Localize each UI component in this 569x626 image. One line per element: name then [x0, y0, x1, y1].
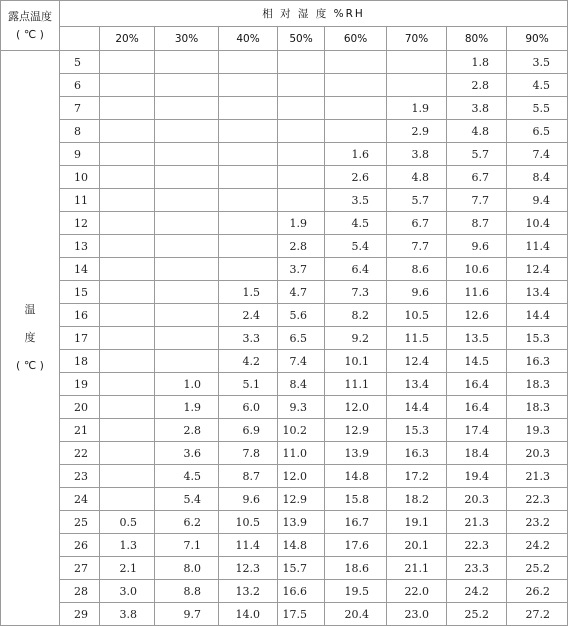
- table-row: [1, 304, 568, 327]
- dew-point-value: [155, 166, 219, 189]
- dew-point-value: [219, 189, 278, 212]
- dew-point-value: 3.5: [325, 189, 387, 212]
- dew-point-value: 2.1: [100, 557, 155, 580]
- dew-point-value: 11.4: [507, 235, 568, 258]
- dew-point-value: 14.0: [219, 603, 278, 626]
- dew-point-value: [100, 97, 155, 120]
- dew-point-value: 14.8: [325, 465, 387, 488]
- dew-point-value: 2.4: [219, 304, 278, 327]
- dew-point-value: 13.2: [219, 580, 278, 603]
- dew-point-value: [155, 258, 219, 281]
- dew-point-value: 17.2: [387, 465, 447, 488]
- temperature-cell: 22: [60, 442, 100, 465]
- dew-point-value: 6.2: [155, 511, 219, 534]
- dew-point-value: 11.6: [447, 281, 507, 304]
- dew-point-value: [155, 212, 219, 235]
- dew-point-value: [219, 74, 278, 97]
- blank-header-cell: [60, 27, 100, 51]
- dew-point-value: [219, 143, 278, 166]
- dew-point-value: [100, 189, 155, 212]
- corner-unit: ( ℃ ): [16, 27, 44, 41]
- temperature-cell: 9: [60, 143, 100, 166]
- dew-point-value: 7.8: [219, 442, 278, 465]
- dew-point-value: 0.5: [100, 511, 155, 534]
- corner-label: 露点温度: [8, 9, 52, 23]
- side-label-text: 度: [24, 331, 36, 344]
- dew-point-value: 20.1: [387, 534, 447, 557]
- table-row: [1, 74, 568, 97]
- dew-point-value: 25.2: [447, 603, 507, 626]
- dew-point-value: 10.5: [219, 511, 278, 534]
- dew-point-value: [278, 143, 325, 166]
- temperature-cell: 20: [60, 396, 100, 419]
- column-header: 90%: [507, 27, 568, 51]
- dew-point-value: 10.2: [278, 419, 325, 442]
- dew-point-value: 22.3: [507, 488, 568, 511]
- dew-point-value: 11.0: [278, 442, 325, 465]
- dew-point-value: [278, 74, 325, 97]
- table-row: [1, 373, 568, 396]
- dew-point-value: 1.5: [219, 281, 278, 304]
- dew-point-value: 3.6: [155, 442, 219, 465]
- dew-point-value: 4.2: [219, 350, 278, 373]
- dew-point-value: 10.6: [447, 258, 507, 281]
- dew-point-value: 5.7: [447, 143, 507, 166]
- dew-point-value: 7.4: [278, 350, 325, 373]
- dew-point-value: 8.4: [507, 166, 568, 189]
- dew-point-value: [100, 258, 155, 281]
- dew-point-value: 3.3: [219, 327, 278, 350]
- temperature-cell: 11: [60, 189, 100, 212]
- dew-point-value: 9.6: [447, 235, 507, 258]
- dew-point-value: 15.3: [507, 327, 568, 350]
- column-header: 50%: [278, 27, 325, 51]
- temperature-cell: 8: [60, 120, 100, 143]
- dew-point-value: 9.3: [278, 396, 325, 419]
- dew-point-value: [219, 258, 278, 281]
- table-row: [1, 166, 568, 189]
- dew-point-value: [325, 120, 387, 143]
- temperature-cell: 15: [60, 281, 100, 304]
- dew-point-value: 23.0: [387, 603, 447, 626]
- temperature-cell: 18: [60, 350, 100, 373]
- table-row: [1, 580, 568, 603]
- dew-point-value: 5.7: [387, 189, 447, 212]
- dew-point-value: 19.1: [387, 511, 447, 534]
- dew-point-value: 7.1: [155, 534, 219, 557]
- dew-point-value: 25.2: [507, 557, 568, 580]
- dew-point-value: [219, 235, 278, 258]
- dew-point-value: 16.4: [447, 396, 507, 419]
- dew-point-value: 20.4: [325, 603, 387, 626]
- dew-point-value: 15.7: [278, 557, 325, 580]
- dew-point-value: 19.3: [507, 419, 568, 442]
- dew-point-value: [100, 442, 155, 465]
- table-row: [1, 419, 568, 442]
- table-row: [1, 350, 568, 373]
- dew-point-value: [155, 327, 219, 350]
- table-row: [1, 327, 568, 350]
- dew-point-value: 12.4: [507, 258, 568, 281]
- temperature-cell: 12: [60, 212, 100, 235]
- dew-point-value: [219, 51, 278, 74]
- dew-point-value: 8.7: [447, 212, 507, 235]
- dew-point-value: [155, 51, 219, 74]
- dew-point-value: [100, 166, 155, 189]
- table-row: [1, 212, 568, 235]
- dew-point-value: [100, 465, 155, 488]
- table-row: [1, 120, 568, 143]
- dew-point-value: 2.8: [447, 74, 507, 97]
- dew-point-value: 23.2: [507, 511, 568, 534]
- temperature-cell: 10: [60, 166, 100, 189]
- temperature-cell: 6: [60, 74, 100, 97]
- column-header: 70%: [387, 27, 447, 51]
- dew-point-value: 5.5: [507, 97, 568, 120]
- dew-point-value: [100, 281, 155, 304]
- dew-point-value: [325, 51, 387, 74]
- dew-point-value: 5.4: [325, 235, 387, 258]
- relative-humidity-header: 相 对 湿 度 %RH: [60, 1, 568, 27]
- temperature-cell: 17: [60, 327, 100, 350]
- dew-point-value: 8.6: [387, 258, 447, 281]
- dew-point-value: [219, 166, 278, 189]
- dew-point-value: 7.7: [447, 189, 507, 212]
- column-header: 80%: [447, 27, 507, 51]
- dew-point-value: [100, 143, 155, 166]
- temperature-cell: 27: [60, 557, 100, 580]
- column-header: 20%: [100, 27, 155, 51]
- dew-point-value: 22.0: [387, 580, 447, 603]
- dew-point-value: [278, 166, 325, 189]
- table-row: [1, 281, 568, 304]
- dew-point-value: 18.6: [325, 557, 387, 580]
- dew-point-value: 13.4: [507, 281, 568, 304]
- temperature-cell: 28: [60, 580, 100, 603]
- dew-point-value: [100, 120, 155, 143]
- column-header: 30%: [155, 27, 219, 51]
- dew-point-value: 2.6: [325, 166, 387, 189]
- dew-point-value: [100, 350, 155, 373]
- dew-point-value: 13.4: [387, 373, 447, 396]
- table-row: [1, 534, 568, 557]
- dew-point-value: 12.0: [325, 396, 387, 419]
- dew-point-value: 9.2: [325, 327, 387, 350]
- dew-point-value: 3.8: [387, 143, 447, 166]
- dew-point-value: 1.3: [100, 534, 155, 557]
- dew-point-value: [100, 235, 155, 258]
- dew-point-value: [278, 51, 325, 74]
- dew-point-value: 17.4: [447, 419, 507, 442]
- dew-point-value: 13.9: [278, 511, 325, 534]
- dew-point-value: 10.4: [507, 212, 568, 235]
- dew-point-value: 21.3: [507, 465, 568, 488]
- temperature-cell: 7: [60, 97, 100, 120]
- dew-point-value: 9.4: [507, 189, 568, 212]
- dew-point-value: [387, 74, 447, 97]
- table-body: [1, 51, 568, 626]
- dew-point-value: [100, 212, 155, 235]
- temperature-cell: 26: [60, 534, 100, 557]
- dew-point-value: 4.5: [325, 212, 387, 235]
- dew-point-value: 1.9: [278, 212, 325, 235]
- dew-point-value: 21.3: [447, 511, 507, 534]
- dew-point-value: 12.9: [325, 419, 387, 442]
- dew-point-value: 27.2: [507, 603, 568, 626]
- temperature-cell: 25: [60, 511, 100, 534]
- dew-point-value: 20.3: [447, 488, 507, 511]
- dew-point-value: 1.9: [387, 97, 447, 120]
- temperature-cell: 24: [60, 488, 100, 511]
- dew-point-value: [387, 51, 447, 74]
- dew-point-value: 13.9: [325, 442, 387, 465]
- temperature-cell: 5: [60, 51, 100, 74]
- column-header: 40%: [219, 27, 278, 51]
- dew-point-value: 7.3: [325, 281, 387, 304]
- dew-point-value: 22.3: [447, 534, 507, 557]
- dew-point-value: 5.6: [278, 304, 325, 327]
- dew-point-value: [155, 143, 219, 166]
- side-label-text: ( ℃ ): [16, 359, 44, 372]
- dew-point-value: 3.0: [100, 580, 155, 603]
- dew-point-value: [100, 488, 155, 511]
- temperature-cell: 19: [60, 373, 100, 396]
- dew-point-value: 9.6: [219, 488, 278, 511]
- dew-point-value: 10.1: [325, 350, 387, 373]
- dew-point-value: 12.3: [219, 557, 278, 580]
- dew-point-value: [155, 281, 219, 304]
- dew-point-value: 5.1: [219, 373, 278, 396]
- dew-point-value: [155, 120, 219, 143]
- dew-point-value: 26.2: [507, 580, 568, 603]
- dew-point-value: 2.9: [387, 120, 447, 143]
- dew-point-value: 3.8: [447, 97, 507, 120]
- table-row: [1, 143, 568, 166]
- dew-point-value: 8.7: [219, 465, 278, 488]
- dew-point-value: 3.5: [507, 51, 568, 74]
- dew-point-value: 21.1: [387, 557, 447, 580]
- dew-point-value: 6.5: [278, 327, 325, 350]
- dew-point-value: 6.7: [447, 166, 507, 189]
- dew-point-value: [100, 419, 155, 442]
- dew-point-value: 1.0: [155, 373, 219, 396]
- table-row: [1, 603, 568, 626]
- dew-point-value: 12.4: [387, 350, 447, 373]
- dew-point-value: [325, 74, 387, 97]
- dew-point-value: 14.4: [507, 304, 568, 327]
- temperature-cell: 14: [60, 258, 100, 281]
- side-label-text: 温: [24, 303, 36, 316]
- dew-point-value: 13.5: [447, 327, 507, 350]
- dew-point-value: 1.8: [447, 51, 507, 74]
- dew-point-value: 1.9: [155, 396, 219, 419]
- temperature-cell: 29: [60, 603, 100, 626]
- dew-point-value: [100, 74, 155, 97]
- dew-point-value: 6.9: [219, 419, 278, 442]
- dew-point-value: 6.4: [325, 258, 387, 281]
- dew-point-value: 15.8: [325, 488, 387, 511]
- dew-point-value: [155, 74, 219, 97]
- table-row: [1, 258, 568, 281]
- dew-point-value: 18.2: [387, 488, 447, 511]
- dew-point-value: [100, 373, 155, 396]
- dew-point-value: 6.5: [507, 120, 568, 143]
- dew-point-value: 7.4: [507, 143, 568, 166]
- dew-point-value: 4.5: [507, 74, 568, 97]
- dew-point-value: [219, 120, 278, 143]
- dew-point-value: 16.4: [447, 373, 507, 396]
- dew-point-value: [155, 97, 219, 120]
- table-row: [1, 51, 568, 74]
- table-row: [1, 557, 568, 580]
- dew-point-value: 20.3: [507, 442, 568, 465]
- temperature-cell: 23: [60, 465, 100, 488]
- dew-point-value: 19.5: [325, 580, 387, 603]
- table-row: [1, 396, 568, 419]
- dew-point-value: 3.7: [278, 258, 325, 281]
- dew-point-value: 4.5: [155, 465, 219, 488]
- dew-point-value: [278, 120, 325, 143]
- temperature-side-label: [1, 51, 60, 626]
- dew-point-value: 18.3: [507, 396, 568, 419]
- dew-point-value: 8.8: [155, 580, 219, 603]
- dew-point-value: 11.4: [219, 534, 278, 557]
- dew-point-value: [325, 97, 387, 120]
- dew-point-value: [155, 304, 219, 327]
- dew-point-value: 7.7: [387, 235, 447, 258]
- dew-point-value: [100, 304, 155, 327]
- dew-point-value: 16.3: [387, 442, 447, 465]
- dew-point-value: 8.2: [325, 304, 387, 327]
- dew-point-value: 9.7: [155, 603, 219, 626]
- dew-point-value: 9.6: [387, 281, 447, 304]
- dew-point-value: [155, 189, 219, 212]
- dew-point-value: 17.5: [278, 603, 325, 626]
- dew-point-value: [100, 327, 155, 350]
- dew-point-value: 16.7: [325, 511, 387, 534]
- dew-point-value: [219, 212, 278, 235]
- dew-point-value: [278, 97, 325, 120]
- dew-point-value: [100, 396, 155, 419]
- dew-point-value: 8.0: [155, 557, 219, 580]
- table-row: [1, 511, 568, 534]
- dew-point-value: [100, 51, 155, 74]
- dew-point-value: 12.0: [278, 465, 325, 488]
- table-row: [1, 97, 568, 120]
- column-header: 60%: [325, 27, 387, 51]
- dew-point-value: 14.5: [447, 350, 507, 373]
- dew-point-value: 4.7: [278, 281, 325, 304]
- dew-point-value: 24.2: [507, 534, 568, 557]
- dew-point-value: 11.5: [387, 327, 447, 350]
- table-row: [1, 488, 568, 511]
- dew-point-value: 15.3: [387, 419, 447, 442]
- dew-point-value: [278, 189, 325, 212]
- dew-point-value: [155, 350, 219, 373]
- dew-point-value: 14.4: [387, 396, 447, 419]
- dew-point-value: 2.8: [278, 235, 325, 258]
- dew-point-value: 11.1: [325, 373, 387, 396]
- dew-point-value: 16.3: [507, 350, 568, 373]
- table-row: [1, 235, 568, 258]
- dew-point-value: 6.7: [387, 212, 447, 235]
- dew-point-value: 12.6: [447, 304, 507, 327]
- corner-header: [1, 1, 60, 51]
- dew-point-value: 6.0: [219, 396, 278, 419]
- dew-point-value: 17.6: [325, 534, 387, 557]
- dew-point-value: 3.8: [100, 603, 155, 626]
- dew-point-value: 10.5: [387, 304, 447, 327]
- dew-point-value: 8.4: [278, 373, 325, 396]
- dew-point-value: 18.3: [507, 373, 568, 396]
- dew-point-value: [219, 97, 278, 120]
- table-row: [1, 465, 568, 488]
- temperature-cell: 13: [60, 235, 100, 258]
- table-row: [1, 189, 568, 212]
- dew-point-value: 16.6: [278, 580, 325, 603]
- dew-point-value: 12.9: [278, 488, 325, 511]
- dew-point-value: 18.4: [447, 442, 507, 465]
- dew-point-value: 24.2: [447, 580, 507, 603]
- dew-point-value: 5.4: [155, 488, 219, 511]
- dew-point-value: 1.6: [325, 143, 387, 166]
- dew-point-value: 19.4: [447, 465, 507, 488]
- dew-point-value: [155, 235, 219, 258]
- temperature-cell: 21: [60, 419, 100, 442]
- dew-point-value: 23.3: [447, 557, 507, 580]
- dew-point-value: 2.8: [155, 419, 219, 442]
- temperature-cell: 16: [60, 304, 100, 327]
- table-row: [1, 442, 568, 465]
- dew-point-value: 14.8: [278, 534, 325, 557]
- dew-point-value: 4.8: [387, 166, 447, 189]
- dew-point-value: 4.8: [447, 120, 507, 143]
